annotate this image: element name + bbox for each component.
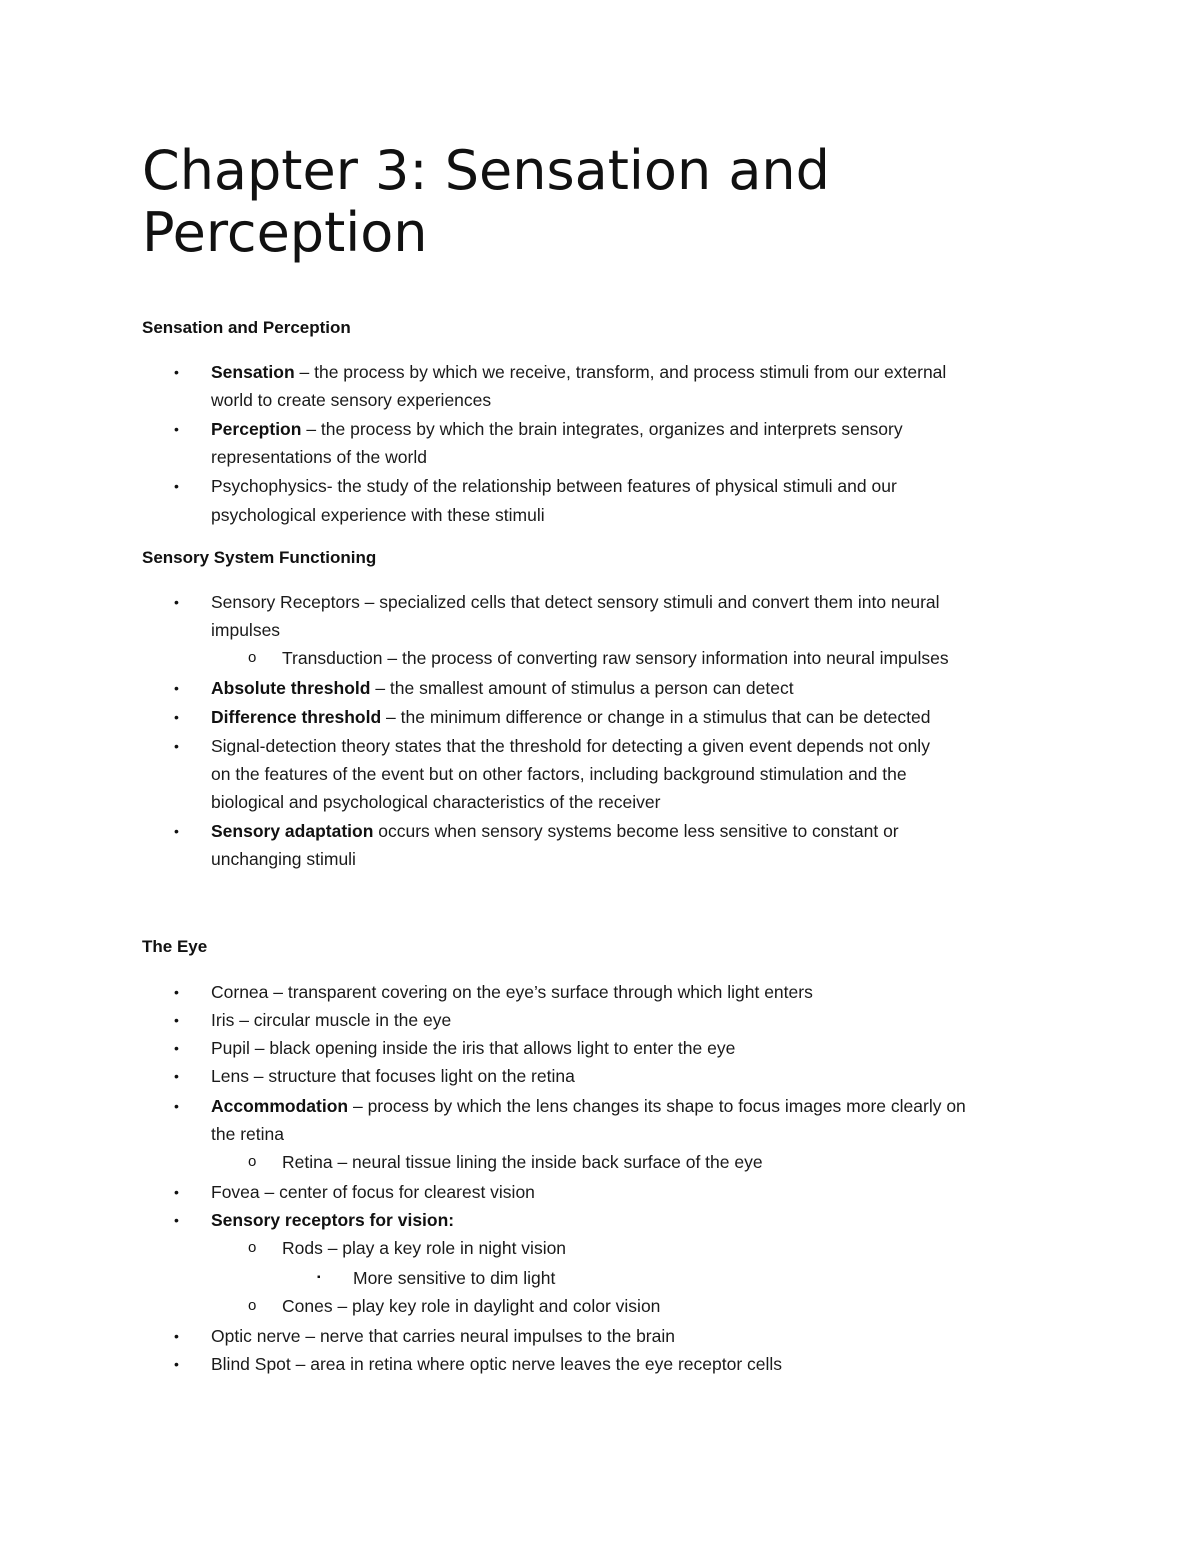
list-item: Cornea – transparent covering on the eye’s surface through which light enters <box>211 982 813 1002</box>
bullet-icon: • <box>174 984 179 1000</box>
sub-sub-list-item: More sensitive to dim light <box>353 1268 556 1288</box>
list-item-continuation: psychological experience with these stimuli <box>211 505 545 525</box>
list-item-continuation: on the features of the event but on other factors, including background stimulation and the <box>211 764 907 784</box>
term: Difference threshold <box>211 707 382 727</box>
square-bullet-icon: ▪ <box>317 1272 321 1283</box>
sub-list-item: Transduction – the process of converting raw sensory information into neural impulses <box>282 648 949 668</box>
definition: – the process by which we receive, transform, and process stimuli from our external <box>294 362 947 382</box>
list-item: Iris – circular muscle in the eye <box>211 1010 452 1030</box>
bullet-icon: • <box>174 1040 179 1056</box>
list-item <box>211 1210 454 1230</box>
sub-bullet-icon: o <box>248 1239 257 1256</box>
definition: occurs when sensory systems become less sensitive to constant or <box>373 821 899 841</box>
bullet-icon: • <box>174 478 179 494</box>
bullet-icon: • <box>174 1068 179 1084</box>
definition: – the process by which the brain integrates, organizes and interprets sensory <box>301 419 903 439</box>
term: Absolute threshold <box>211 678 371 698</box>
bullet-icon: • <box>174 421 179 437</box>
definition: – the minimum difference or change in a stimulus that can be detected <box>381 707 931 727</box>
term: Accommodation <box>211 1096 349 1116</box>
bullet-icon: • <box>174 594 179 610</box>
bullet-icon: • <box>174 1328 179 1344</box>
sub-bullet-icon: o <box>248 649 257 666</box>
section-heading: Sensation and Perception <box>142 318 351 337</box>
definition: – the smallest amount of stimulus a person can detect <box>370 678 794 698</box>
list-item <box>211 707 930 727</box>
list-item: Signal-detection theory states that the threshold for detecting a given event depends not only <box>211 736 930 756</box>
sub-bullet-icon: o <box>248 1297 257 1314</box>
bullet-icon: • <box>174 680 179 696</box>
list-item <box>211 678 794 698</box>
bullet-icon: • <box>174 738 179 754</box>
list-item-continuation: unchanging stimuli <box>211 849 356 869</box>
bullet-icon: • <box>174 1098 179 1114</box>
term: Perception <box>211 419 302 439</box>
bullet-icon: • <box>174 709 179 725</box>
sub-bullet-icon: o <box>248 1153 257 1170</box>
list-item <box>211 362 946 382</box>
sub-list-item: Cones – play key role in daylight and color vision <box>282 1296 661 1316</box>
sub-list-item: Rods – play a key role in night vision <box>282 1238 567 1258</box>
bullet-icon: • <box>174 1012 179 1028</box>
sub-list-item: Retina – neural tissue lining the inside back surface of the eye <box>282 1152 763 1172</box>
list-item-continuation: biological and psychological characteristics of the receiver <box>211 792 661 812</box>
list-item: Psychophysics- the study of the relationship between features of physical stimuli and our <box>211 476 897 496</box>
term: Sensory receptors for vision: <box>211 1210 455 1230</box>
list-item: Pupil – black opening inside the iris that allows light to enter the eye <box>211 1038 736 1058</box>
bullet-icon: • <box>174 1356 179 1372</box>
bullet-icon: • <box>174 364 179 380</box>
list-item: Optic nerve – nerve that carries neural impulses to the brain <box>211 1326 675 1346</box>
list-item-continuation: world to create sensory experiences <box>211 390 492 410</box>
list-item-continuation: the retina <box>211 1124 284 1144</box>
list-item-continuation: representations of the world <box>211 447 427 467</box>
term: Sensory adaptation <box>211 821 374 841</box>
bullet-icon: • <box>174 823 179 839</box>
bullet-icon: • <box>174 1212 179 1228</box>
page-title: Chapter 3: Sensation and Perception <box>142 139 830 264</box>
list-item-continuation: impulses <box>211 620 281 640</box>
list-item: Fovea – center of focus for clearest vision <box>211 1182 535 1202</box>
bullet-icon: • <box>174 1184 179 1200</box>
section-heading: Sensory System Functioning <box>142 548 377 567</box>
list-item: Lens – structure that focuses light on the retina <box>211 1066 575 1086</box>
list-item: Sensory Receptors – specialized cells that detect sensory stimuli and convert them into neural <box>211 592 940 612</box>
section-heading: The Eye <box>142 937 208 956</box>
list-item <box>211 419 903 439</box>
list-item <box>211 1096 966 1116</box>
term: Sensation <box>211 362 295 382</box>
list-item <box>211 821 899 841</box>
definition: – process by which the lens changes its shape to focus images more clearly on <box>348 1096 966 1116</box>
list-item: Blind Spot – area in retina where optic nerve leaves the eye receptor cells <box>211 1354 783 1374</box>
